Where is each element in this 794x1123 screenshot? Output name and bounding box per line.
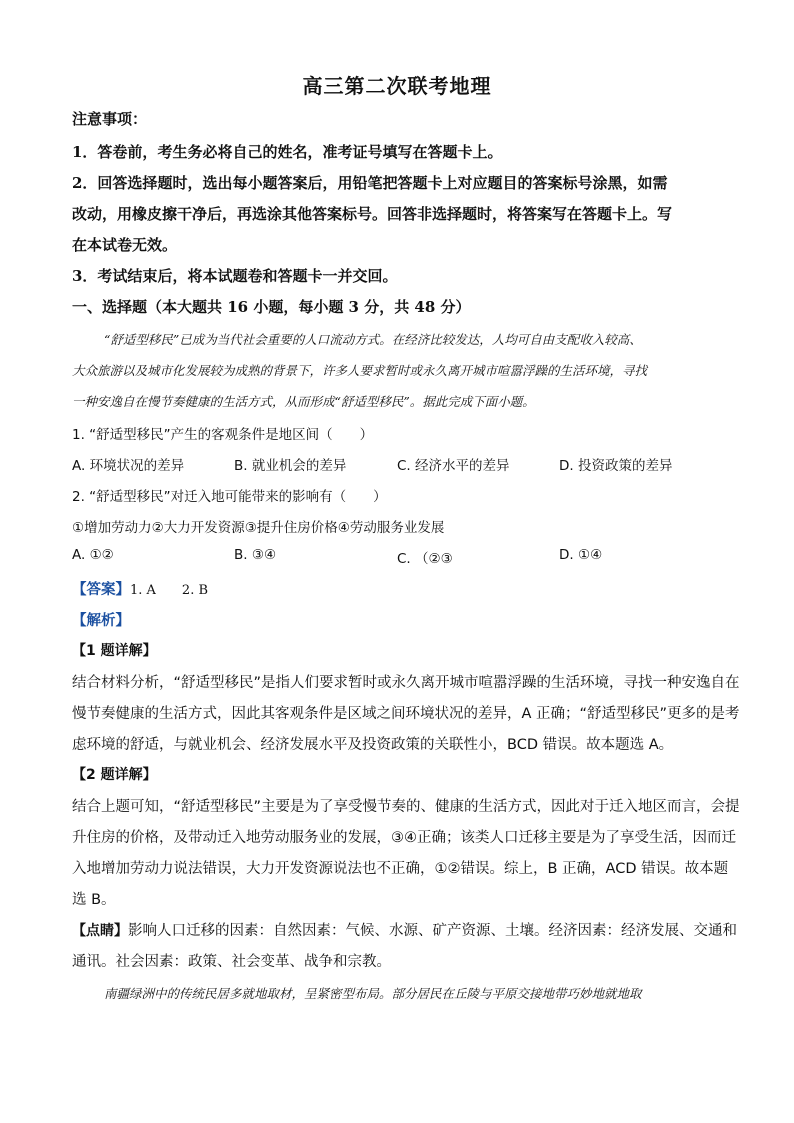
passage-line-3: 一种安逸自在慢节奏健康的生活方式，从而形成“舒适型移民”。据此完成下面小题。 <box>72 394 535 409</box>
analysis-line <box>72 609 130 630</box>
next-passage-line: 南疆绿洲中的传统民居多就地取材，呈紧密型布局。部分居民在丘陵与平原交接地带巧妙地就地取 <box>104 986 642 1001</box>
question-2-option-d: D. ①④ <box>559 547 603 563</box>
tips-line-2: 通讯。社会因素：政策、社会变革、战争和宗教。 <box>72 954 391 970</box>
q1-detail-line-1: 结合材料分析，“舒适型移民”是指人们要求暂时或永久离开城市喧嚣浮躁的生活环境，寻找一种安逸自在 <box>72 675 740 691</box>
q1-detail-line-3: 虑环境的舒适，与就业机会、经济发展水平及投资政策的关联性小，BCD 错误。故本题选 A。 <box>72 737 674 753</box>
notice-heading: 注意事项： <box>72 110 148 128</box>
notice-line-3: 改动，用橡皮擦干净后，再选涂其他答案标号。回答非选择题时，将答案写在答题卡上。写 <box>72 205 673 223</box>
notice-line-4: 在本试卷无效。 <box>72 236 178 254</box>
tips-tag: 【点睛】 <box>72 923 128 939</box>
question-1-option-d: D. 投资政策的差异 <box>559 458 673 474</box>
q2-detail-line-3: 入地增加劳动力说法错误，大力开发资源说法也不正确，①②错误。综上，B 正确，ACD 错误。故本题 <box>72 861 729 877</box>
tips-line-1 <box>72 919 737 940</box>
tips-text-1: 影响人口迁移的因素：自然因素：气候、水源、矿产资源、土壤。经济因素：经济发展、交通和 <box>128 923 737 939</box>
question-2-option-c: C. （②③ <box>397 551 453 567</box>
question-1-option-c: C. 经济水平的差异 <box>397 458 510 474</box>
passage-line-1: “舒适型移民”已成为当代社会重要的人口流动方式。在经济比较发达，人均可自由支配收入较高、 <box>104 332 642 347</box>
question-1-option-b: B. 就业机会的差异 <box>234 458 347 474</box>
q2-detail-line-4: 选 B。 <box>72 892 116 908</box>
analysis-tag: 【解析】 <box>72 613 130 629</box>
notice-line-5: 3．考试结束后，将本试题卷和答题卡一并交回。 <box>72 267 398 285</box>
answer-line <box>72 578 208 599</box>
notice-line-1: 1．答卷前，考生务必将自己的姓名，准考证号填写在答题卡上。 <box>72 143 503 161</box>
question-2-stem: 2. “舒适型移民”对迁入地可能带来的影响有（ ） <box>72 489 387 505</box>
q2-detail-line-2: 升住房的价格，及带动迁入地劳动服务业的发展，③④正确；该类人口迁移主要是为了享受生活，因而迁 <box>72 830 736 846</box>
page-title: 高三第二次联考地理 <box>302 74 492 98</box>
q2-detail-tag: 【2 题详解】 <box>72 767 157 783</box>
q1-detail-line-2: 慢节奏健康的生活方式，因此其客观条件是区域之间环境状况的差异，A 正确；“舒适型移民”更多的是考 <box>72 706 740 722</box>
question-2-option-a: A. ①② <box>72 547 114 563</box>
question-1-option-a: A. 环境状况的差异 <box>72 458 185 474</box>
q1-detail-tag: 【1 题详解】 <box>72 643 157 659</box>
passage-line-2: 大众旅游以及城市化发展较为成熟的背景下，许多人要求暂时或永久离开城市喧嚣浮躁的生活环境，寻找 <box>72 363 648 378</box>
question-2-items: ①增加劳动力②大力开发资源③提升住房价格④劳动服务业发展 <box>72 520 445 536</box>
answer-tag: 【答案】 <box>72 582 130 598</box>
question-1-stem: 1. “舒适型移民”产生的客观条件是地区间（ ） <box>72 427 374 443</box>
notice-line-2: 2．回答选择题时，选出每小题答案后，用铅笔把答题卡上对应题目的答案标号涂黑，如需 <box>72 174 668 192</box>
question-2-option-b: B. ③④ <box>234 547 277 563</box>
answer-text: 1. A 2. B <box>130 583 209 598</box>
q2-detail-line-1: 结合上题可知，“舒适型移民”主要是为了享受慢节奏的、健康的生活方式，因此对于迁入地区而言，会提 <box>72 799 740 815</box>
section-heading: 一、选择题（本大题共 16 小题，每小题 3 分，共 48 分） <box>72 298 471 316</box>
